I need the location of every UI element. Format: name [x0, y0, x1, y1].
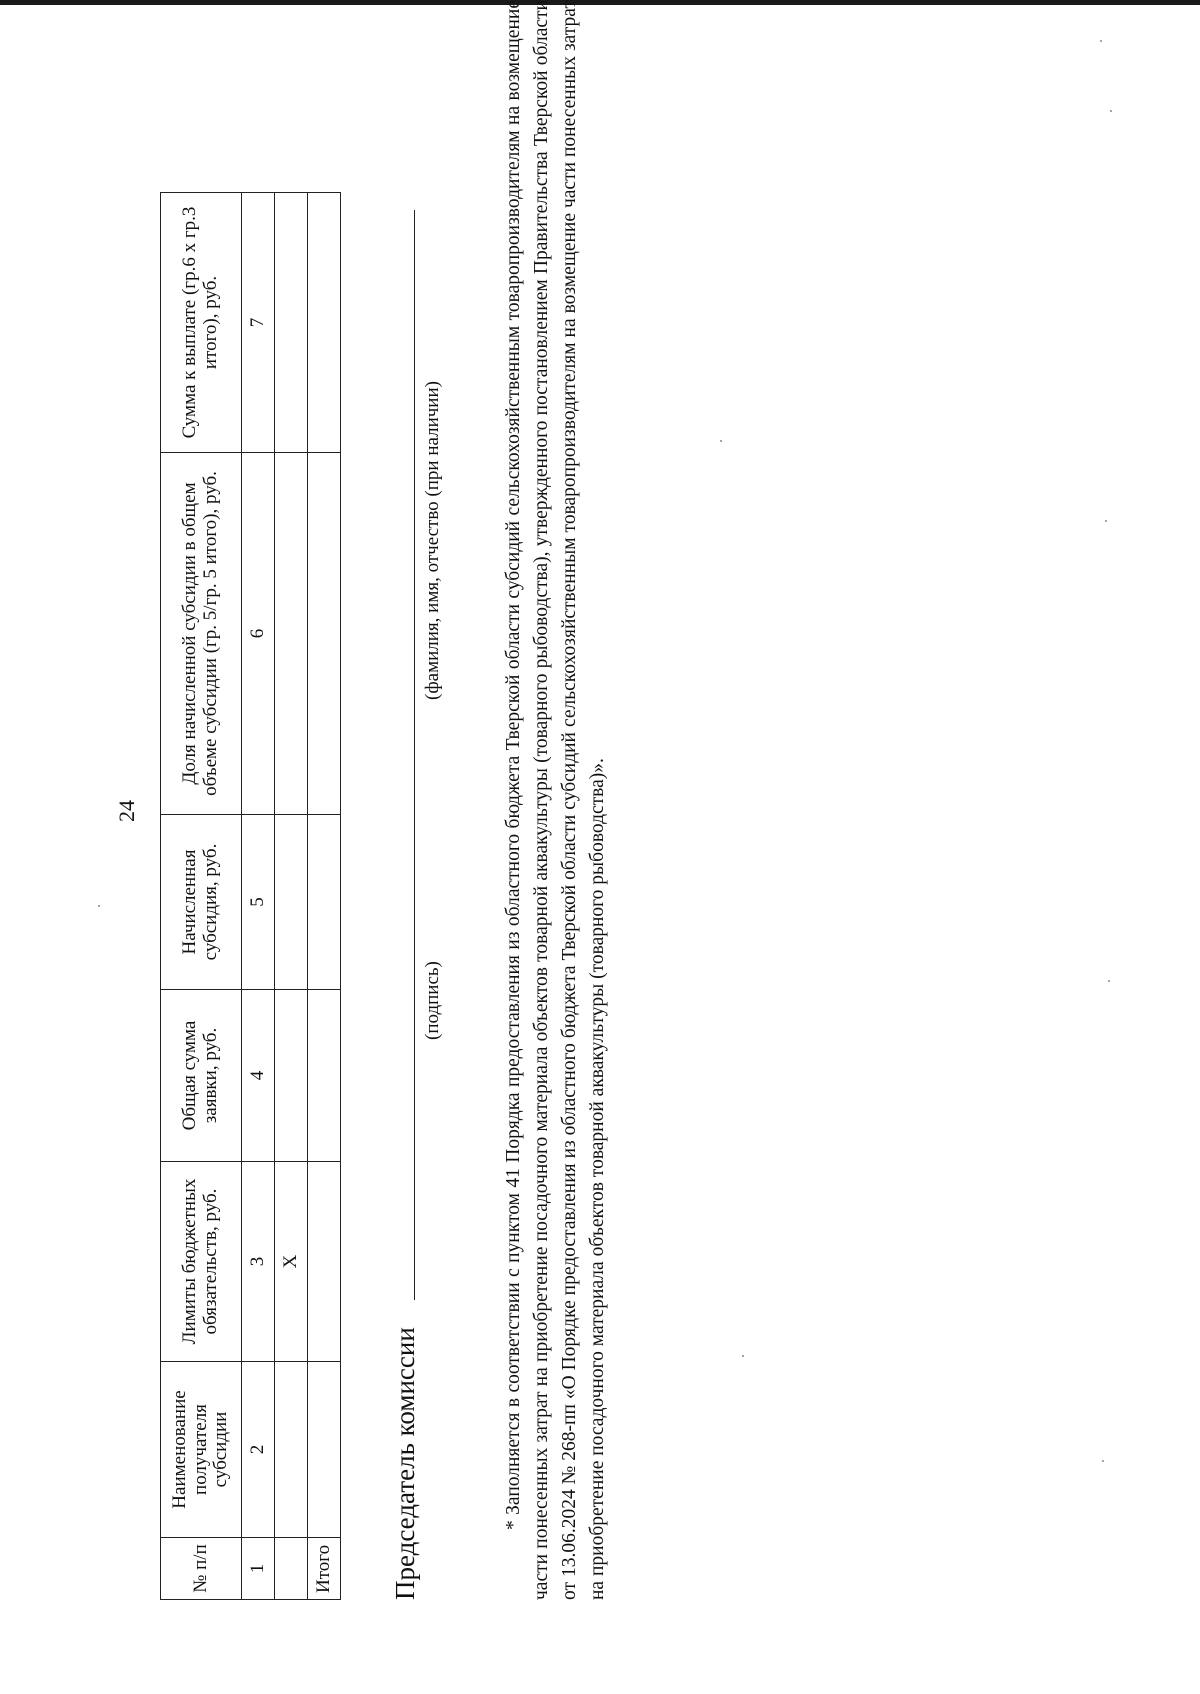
column-number: 1: [242, 1538, 275, 1600]
header-recipient: Наименование получателя субсидии: [161, 1362, 242, 1538]
scan-speck: [1100, 40, 1102, 42]
footnote: * Заполняется в соответствии с пунктом 41 Порядка предоставления из областного бюджета Тверской области субсидий сельскохозяйственным товаропроизводителям на возмещение части понесенных затрат на приобретение посадочного материала объектов товарной аквакультуры (товарного рыбоводства), утвержденного постановлением Правительства Тверской области от 13.06.2024 № 268-пп «О Порядке предоставления из областного бюджета Тверской области субсидий сельскохозяйственным товаропроизводителям на возмещение части понесенных затрат на приобретение посадочного материала объектов товарной аквакультуры (товарного рыбоводства)».: [502, 0, 608, 1600]
page-number: 24: [114, 800, 139, 822]
table-cell: [308, 815, 341, 990]
header-accrued-subsidy: Начисленная субсидия, руб.: [161, 815, 242, 990]
table-cell: [275, 1538, 308, 1600]
subsidy-table: [160, 192, 341, 1600]
header-application-sum: Общая сумма заявки, руб.: [161, 990, 242, 1162]
table-header-row: [161, 193, 242, 1600]
table-cell: [275, 990, 308, 1162]
header-subsidy-share: Доля начисленной субсидии в общем объеме субсидии (гр. 5/гр. 5 итого), руб.: [161, 453, 242, 815]
table-cell: [308, 1162, 341, 1362]
header-budget-limits: Лимиты бюджетных обязательств, руб.: [161, 1162, 242, 1362]
scan-speck: [1108, 980, 1110, 982]
table-total-row: [308, 193, 341, 1600]
table-cell: [275, 1362, 308, 1538]
table-cell: [308, 193, 341, 453]
chairman-title: Председатель комиссии: [390, 1327, 420, 1600]
column-number: 5: [242, 815, 275, 990]
column-number: 7: [242, 193, 275, 453]
column-number: 2: [242, 1362, 275, 1538]
table-cell: [308, 453, 341, 815]
header-payout-sum: Сумма к выплате (гр.6 х гр.3 итого), руб.: [161, 193, 242, 453]
column-number: 3: [242, 1162, 275, 1362]
table-row: [275, 193, 308, 1600]
table-cell: [308, 1362, 341, 1538]
scan-speck: [742, 1355, 744, 1357]
column-number-row: [242, 193, 275, 1600]
signature-line: [414, 210, 415, 1300]
table-cell: [275, 815, 308, 990]
table-cell: [275, 193, 308, 453]
total-label: Итого: [308, 1538, 341, 1600]
table-cell: [275, 453, 308, 815]
table-cell: Х: [275, 1162, 308, 1362]
scan-speck: [1102, 1460, 1104, 1462]
scan-speck: [720, 440, 722, 442]
scan-speck: [98, 905, 100, 907]
column-number: 6: [242, 453, 275, 815]
signature-caption: (подпись): [422, 961, 443, 1040]
scan-speck: [1110, 110, 1112, 112]
header-number: № п/п: [161, 1538, 242, 1600]
full-name-caption: (фамилия, имя, отчество (при наличии): [422, 381, 443, 700]
table-cell: [308, 990, 341, 1162]
column-number: 4: [242, 990, 275, 1162]
scan-speck: [1105, 520, 1107, 522]
rotated-landscape-page: [160, 0, 1200, 1600]
